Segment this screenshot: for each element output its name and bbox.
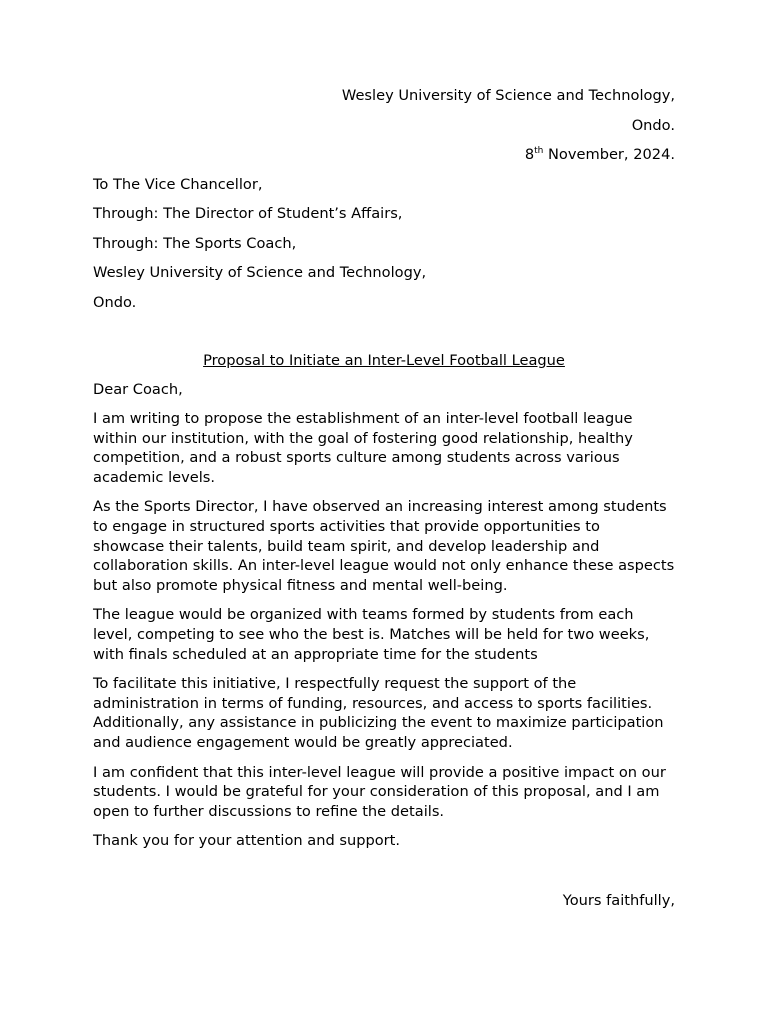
sender-city: Ondo.	[631, 116, 675, 134]
letter-title: Proposal to Initiate an Inter-Level Football League	[203, 352, 565, 369]
recipient-line: Wesley University of Science and Technology,	[93, 264, 427, 281]
recipient-line: To The Vice Chancellor,	[93, 175, 263, 193]
body-paragraph: As the Sports Director, I have observed an increasing interest among students to engage in structured sports activities that provide opportunities to showcase their talents, build team spirit, and develop leadership and collaboration skills. An inter-level league would not only enhance these aspects but also promote physical fitness and mental well-being.	[93, 498, 675, 594]
body-paragraph: I am confident that this inter-level league will provide a positive impact on our students. I would be grateful for your consideration of this proposal, and I am open to further discussions to refine the details.	[93, 763, 666, 820]
recipient-line: Ondo.	[93, 293, 137, 311]
recipient-line: Through: The Director of Student’s Affairs,	[93, 205, 403, 222]
recipient-line: Through: The Sports Coach,	[93, 234, 297, 252]
closing: Yours faithfully,	[562, 891, 675, 909]
salutation: Dear Coach,	[93, 381, 183, 398]
letter-page	[93, 86, 675, 920]
date-rest: November, 2024.	[543, 146, 675, 163]
date-suffix: th	[534, 146, 544, 156]
letter-date	[93, 145, 675, 165]
body-paragraph: Thank you for your attention and support.	[93, 832, 401, 850]
body-paragraph: The league would be organized with teams formed by students from each level, competing to see who the best is. Matches will be held for two weeks, with finals scheduled at an appropriate time for the students	[93, 606, 650, 663]
date-day: 8	[524, 146, 535, 163]
body-paragraph: I am writing to propose the establishment of an inter-level football league within our institution, with the goal of fostering good relationship, healthy competition, and a robust sports culture among students across various academic levels.	[93, 410, 633, 486]
body-paragraph: To facilitate this initiative, I respectfully request the support of the administration in terms of funding, resources, and access to sports facilities. Additionally, any assistance in publicizing the event to maximize participation and audience engagement would be greatly appreciated.	[93, 675, 664, 751]
sender-institution: Wesley University of Science and Technology,	[341, 87, 675, 104]
